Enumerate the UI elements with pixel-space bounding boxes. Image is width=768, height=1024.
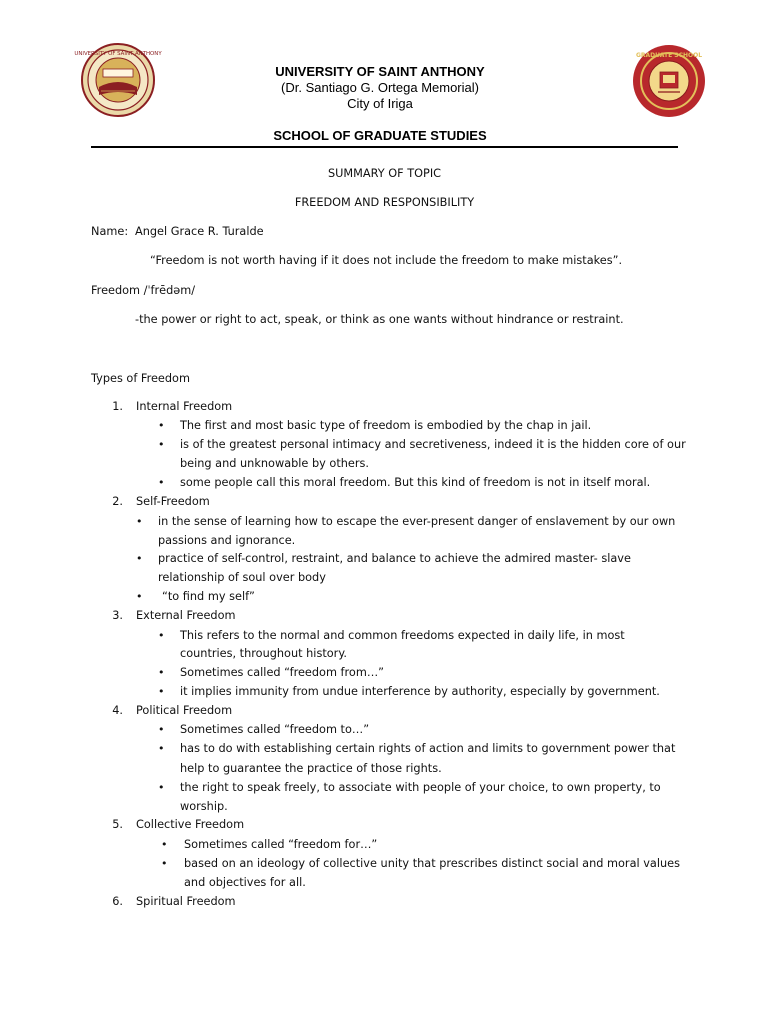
bullet-icon: • [158, 781, 165, 794]
list-item: Sometimes called “freedom for…” [184, 838, 378, 851]
list-item: is of the greatest personal intimacy and secretiveness, indeed it is the hidden core of our [180, 438, 686, 451]
list-item-continuation: worship. [180, 800, 228, 813]
list-item-continuation: countries, throughout history. [180, 647, 347, 660]
list-item: the right to speak freely, to associate with people of your choice, to own property, to [180, 781, 661, 794]
bullet-icon: • [136, 590, 143, 603]
bullet-icon: • [158, 438, 165, 451]
bullet-icon: • [158, 685, 165, 698]
university-seal-icon [74, 43, 162, 117]
list-number: 3. [112, 609, 123, 622]
list-item: has to do with establishing certain rights of action and limits to government power that [180, 742, 676, 755]
university-subtitle: (Dr. Santiago G. Ortega Memorial) [281, 80, 479, 95]
bullet-icon: • [161, 857, 168, 870]
type-title: Internal Freedom [136, 400, 233, 413]
summary-label: SUMMARY OF TOPIC [327, 167, 442, 180]
type-title: Collective Freedom [136, 818, 245, 831]
list-number: 1. [112, 400, 123, 413]
list-item-continuation: passions and ignorance. [158, 534, 296, 547]
list-number: 6. [112, 895, 123, 908]
bullet-icon: • [158, 629, 165, 642]
type-title: Political Freedom [136, 704, 233, 717]
list-item-continuation: being and unknowable by others. [180, 457, 369, 470]
list-item: it implies immunity from undue interference by authority, especially by government. [180, 685, 660, 698]
types-heading: Types of Freedom [91, 372, 190, 385]
bullet-icon: • [136, 515, 143, 528]
list-item: “to find my self” [162, 590, 255, 603]
bullet-icon: • [161, 838, 168, 851]
list-item: Sometimes called “freedom to…” [180, 723, 370, 736]
bullet-icon: • [158, 742, 165, 755]
bullet-icon: • [158, 666, 165, 679]
list-item-continuation: help to guarantee the practice of those rights. [180, 762, 442, 775]
type-title: Self-Freedom [136, 495, 210, 508]
university-name: UNIVERSITY OF SAINT ANTHONY [275, 64, 485, 79]
seal-lettering: GRADUATE SCHOOL [635, 52, 703, 59]
bullet-icon: • [158, 476, 165, 489]
list-item: some people call this moral freedom. But this kind of freedom is not in itself moral. [180, 476, 651, 489]
type-title: External Freedom [136, 609, 236, 622]
list-item-continuation: and objectives for all. [184, 876, 306, 889]
header-divider [91, 146, 678, 148]
type-title: Spiritual Freedom [136, 895, 236, 908]
list-number: 4. [112, 704, 123, 717]
list-item: Sometimes called “freedom from…” [180, 666, 385, 679]
name-value: Angel Grace R. Turalde [135, 225, 264, 238]
bullet-icon: • [158, 723, 165, 736]
quote: “Freedom is not worth having if it does not include the freedom to make mistakes”. [150, 254, 623, 267]
list-item-continuation: relationship of soul over body [158, 571, 326, 584]
list-number: 2. [112, 495, 123, 508]
list-item: This refers to the normal and common freedoms expected in daily life, in most [180, 629, 625, 642]
graduate-school-seal-icon [632, 44, 706, 118]
university-city: City of Iriga [347, 96, 413, 111]
list-item: in the sense of learning how to escape the ever-present danger of enslavement by our own [158, 515, 676, 528]
definition-term: Freedom /ˈfrēdəm/ [91, 284, 196, 297]
bullet-icon: • [136, 552, 143, 565]
list-number: 5. [112, 818, 123, 831]
seal-lettering: UNIVERSITY OF SAINT ANTHONY [74, 51, 162, 57]
list-item: based on an ideology of collective unity that prescribes distinct social and moral values [184, 857, 680, 870]
bullet-icon: • [158, 419, 165, 432]
school-name: SCHOOL OF GRADUATE STUDIES [273, 128, 487, 143]
name-label: Name: [91, 225, 129, 238]
topic-title: FREEDOM AND RESPONSIBILITY [294, 196, 475, 209]
list-item: The first and most basic type of freedom is embodied by the chap in jail. [180, 419, 592, 432]
definition-text: -the power or right to act, speak, or think as one wants without hindrance or restraint. [135, 313, 624, 326]
list-item: practice of self-control, restraint, and balance to achieve the admired master- slave [158, 552, 631, 565]
